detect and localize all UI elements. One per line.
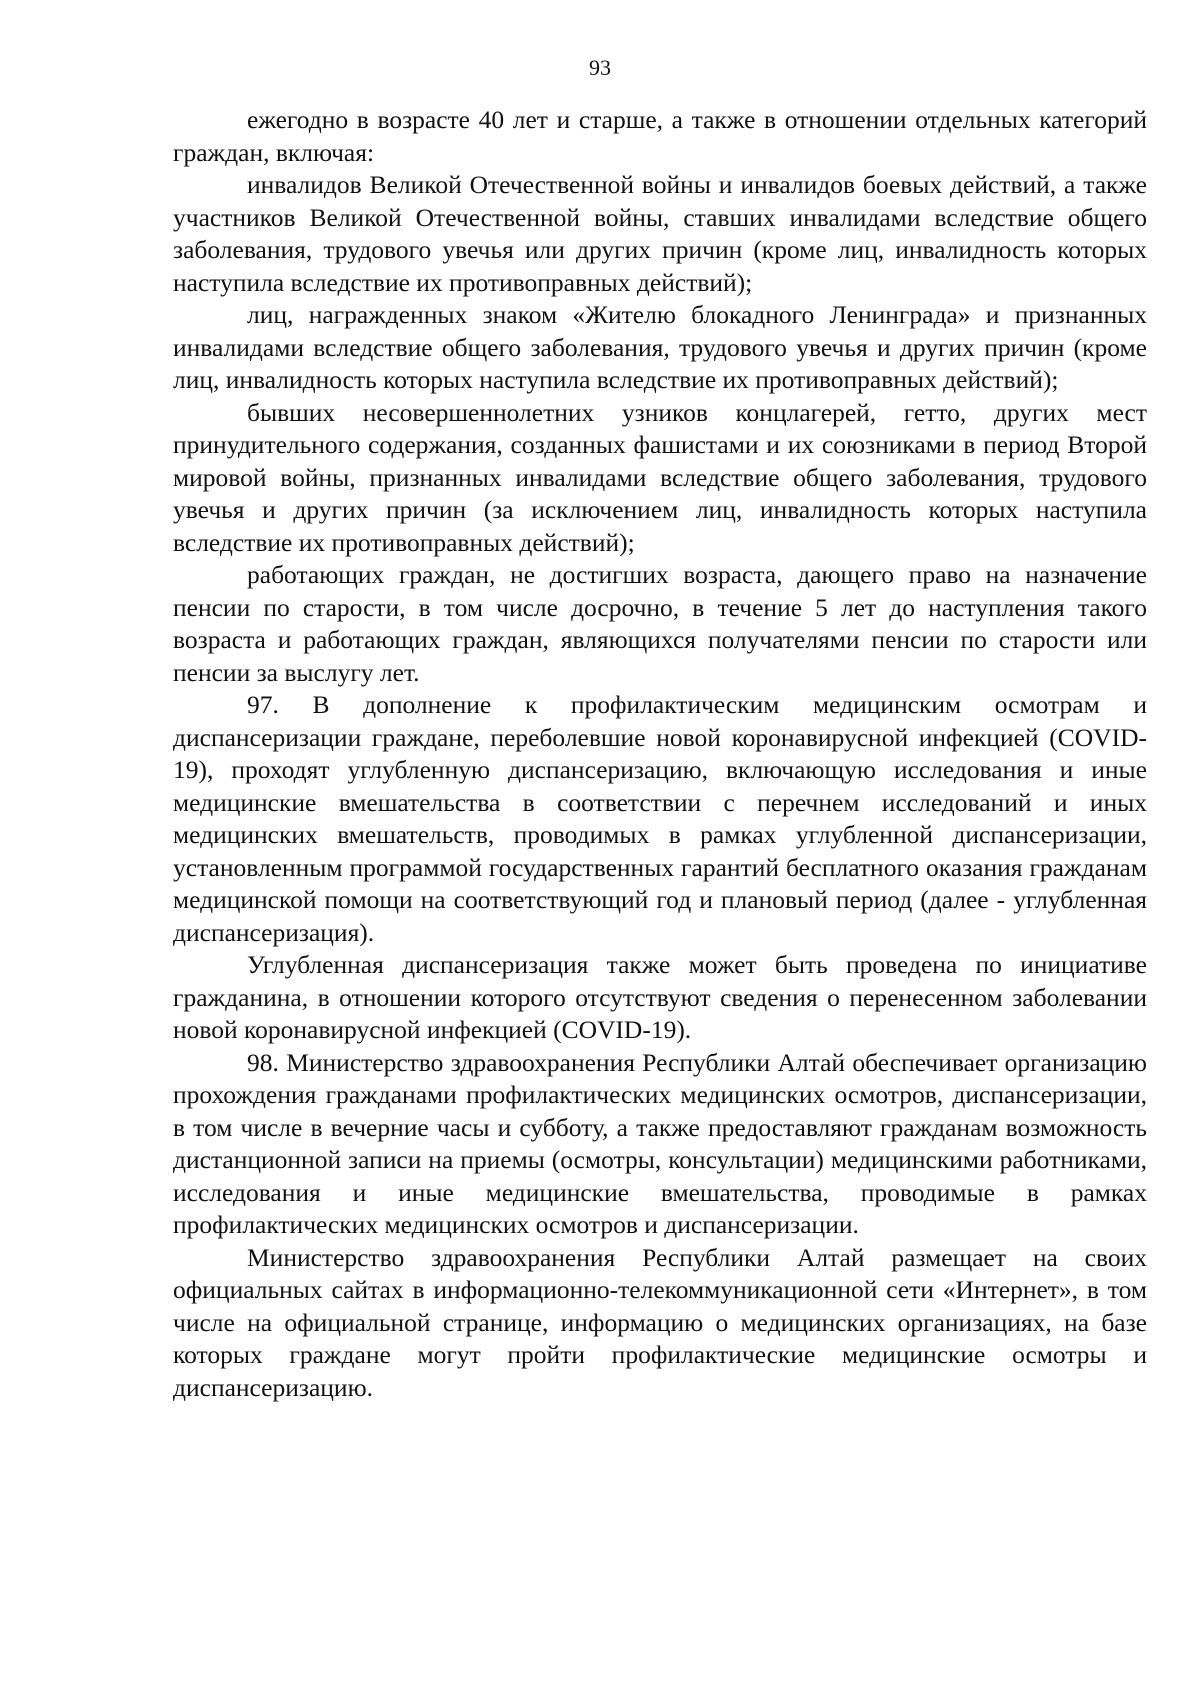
paragraph-working-citizens: работающих граждан, не достигших возраста, дающего право на назначение пенсии по старости, в том числе досрочно, в течение 5 лет до наступления такого возраста и работающих граждан, являющихся получателями пенсии по старости или пенсии за выслугу лет.: [173, 560, 1147, 687]
paragraph-ministry-website: Министерство здравоохранения Республики Алтай размещает на своих официальных сайтах в информационно-телекоммуникационной сети «Интернет», в том числе на официальной странице, информацию о медицинских организациях, на базе которых граждане могут пройти профилактические медицинские осмотры и диспансеризацию.: [173, 1242, 1147, 1402]
paragraph-in-depth-initiative: Углубленная диспансеризация также может быть проведена по инициативе гражданина, в отношении которого отсутствуют сведения о перенесенном заболевании новой коронавирусной инфекцией (COVID-19).: [173, 950, 1147, 1044]
paragraph-camp-prisoners: бывших несовершеннолетних узников концлагерей, гетто, других мест принудительного содержания, созданных фашистами и их союзниками в период Второй мировой войны, признанных инвалидами вследствие общего заболевания, трудового увечья и других причин (за исключением лиц, инвалидность которых наступила вследствие их противоправных действий);: [173, 397, 1147, 557]
paragraph-leningrad-siege: лиц, награжденных знаком «Жителю блокадного Ленинграда» и признанных инвалидами вследствие общего заболевания, трудового увечья и других причин (кроме лиц, инвалидность которых наступила вследствие их противоправных действий);: [173, 300, 1147, 394]
document-body: [173, 104, 1147, 1404]
paragraph-clause-98: 98. Министерство здравоохранения Республики Алтай обеспечивает организацию прохождения гражданами профилактических медицинских осмотров, диспансеризации, в том числе в вечерние часы и субботу, а также предоставляют гражданам возможность дистанционной записи на приемы (осмотры, консультации) медицинскими работниками, исследования и иные медицинские вмешательства, проводимые в рамках профилактических медицинских осмотров и диспансеризации.: [173, 1047, 1147, 1239]
paragraph-clause-97: 97. В дополнение к профилактическим медицинским осмотрам и диспансеризации граждане, переболевшие новой коронавирусной инфекцией (COVID-19), проходят углубленную диспансеризацию, включающую исследования и иные медицинские вмешательства в соответствии с перечнем исследований и иных медицинских вмешательств, проводимых в рамках углубленной диспансеризации, установленным программой государственных гарантий бесплатного оказания гражданам медицинской помощи на соответствующий год и плановый период (далее - углубленная диспансеризация).: [173, 690, 1147, 947]
paragraph-ww2-veterans: инвалидов Великой Отечественной войны и инвалидов боевых действий, а также участников Великой Отечественной войны, ставших инвалидами вследствие общего заболевания, трудового увечья или других причин (кроме лиц, инвалидность которых наступила вследствие их противоправных действий);: [173, 170, 1147, 297]
paragraph-intro: ежегодно в возрасте 40 лет и старше, а также в отношении отдельных категорий граждан, включая:: [173, 105, 1147, 167]
page-number: 93: [589, 55, 611, 80]
